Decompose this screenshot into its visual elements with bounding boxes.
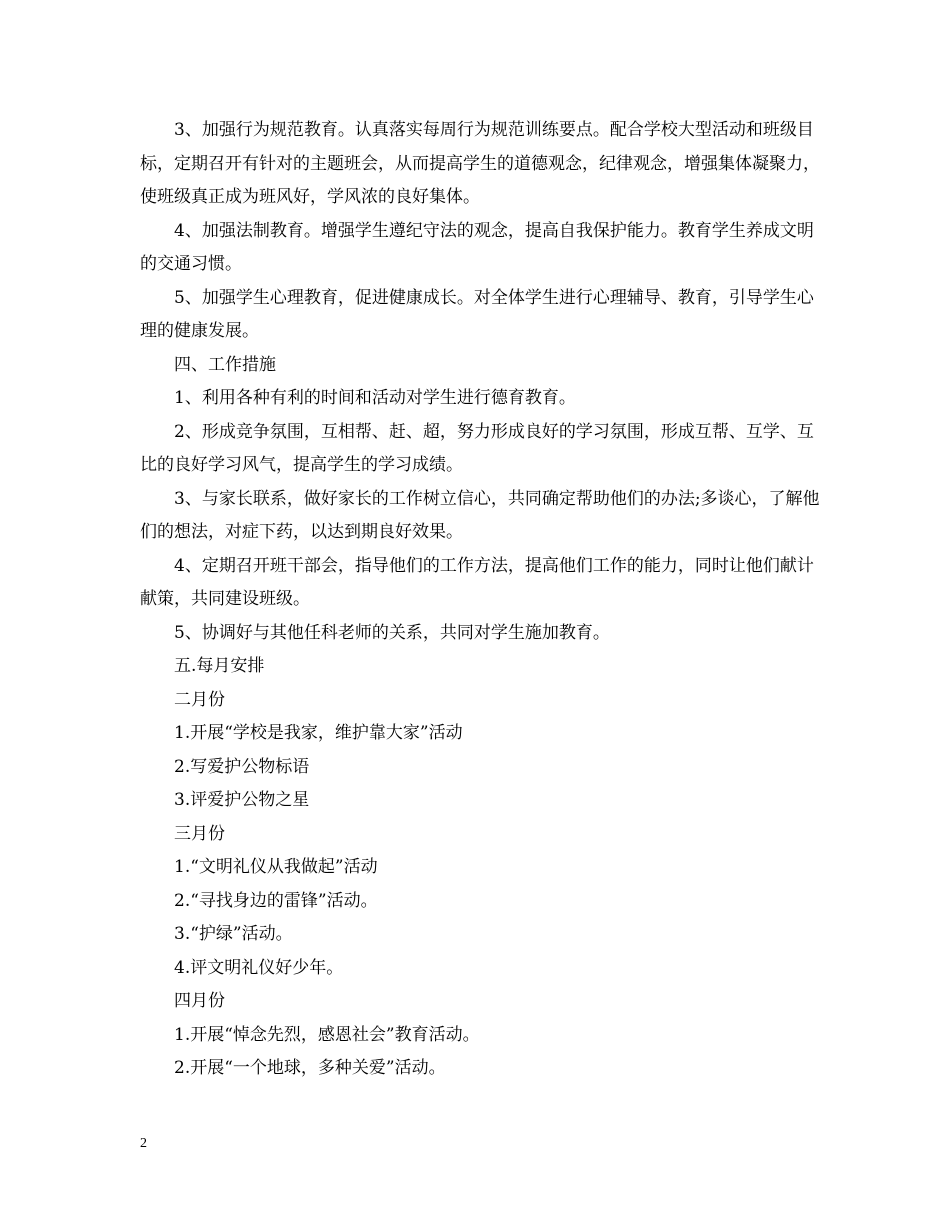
list-item: 1.开展“学校是我家，维护靠大家”活动 <box>174 723 463 743</box>
month-heading: 三月份 <box>174 823 225 844</box>
section-heading: 四、工作措施 <box>174 354 276 375</box>
list-item: 2.“寻找身边的雷锋”活动。 <box>174 890 378 911</box>
list-item: 4.评文明礼仪好少年。 <box>174 957 344 978</box>
document-body <box>140 114 830 1086</box>
list-item: 1.开展“悼念先烈，感恩社会”教育活动。 <box>174 1024 480 1045</box>
month-heading: 二月份 <box>174 689 225 710</box>
paragraph: 3、加强行为规范教育。认真落实每周行为规范训练要点。配合学校大型活动和班级目标，定期召开有针对的主题班会，从而提高学生的道德观念，纪律观念，增强集体凝聚力，使班级真正成为班风好，学风浓的良好集体。 <box>140 120 820 207</box>
paragraph: 2、形成竞争氛围，互相帮、赶、超，努力形成良好的学习氛围，形成互帮、互学、互比的良好学习风气，提高学生的学习成绩。 <box>140 421 814 475</box>
paragraph: 1、利用各种有利的时间和活动对学生进行德育教育。 <box>174 388 576 408</box>
list-item: 2.写爱护公物标语 <box>174 756 310 777</box>
list-item: 1.“文明礼仪从我做起”活动 <box>174 857 378 877</box>
list-item: 3.评爱护公物之星 <box>174 790 310 810</box>
paragraph: 3、与家长联系，做好家长的工作树立信心，共同确定帮助他们的办法;多谈心，了解他们的想法，对症下药，以达到期良好效果。 <box>140 488 820 542</box>
month-heading: 四月份 <box>174 991 225 1011</box>
list-item: 3.“护绿”活动。 <box>174 924 293 944</box>
page-number: 2 <box>140 1136 147 1151</box>
paragraph: 4、加强法制教育。增强学生遵纪守法的观念，提高自我保护能力。教育学生养成文明的交通习惯。 <box>140 220 814 274</box>
list-item: 2.开展“一个地球，多种关爱”活动。 <box>174 1058 446 1078</box>
paragraph: 5、协调好与其他任科老师的关系，共同对学生施加教育。 <box>174 622 610 643</box>
paragraph: 5、加强学生心理教育，促进健康成长。对全体学生进行心理辅导、教育，引导学生心理的健康发展。 <box>140 287 814 341</box>
section-heading: 五.每月安排 <box>174 656 265 676</box>
paragraph: 4、定期召开班干部会，指导他们的工作方法，提高他们工作的能力，同时让他们献计献策，共同建设班级。 <box>140 555 814 609</box>
